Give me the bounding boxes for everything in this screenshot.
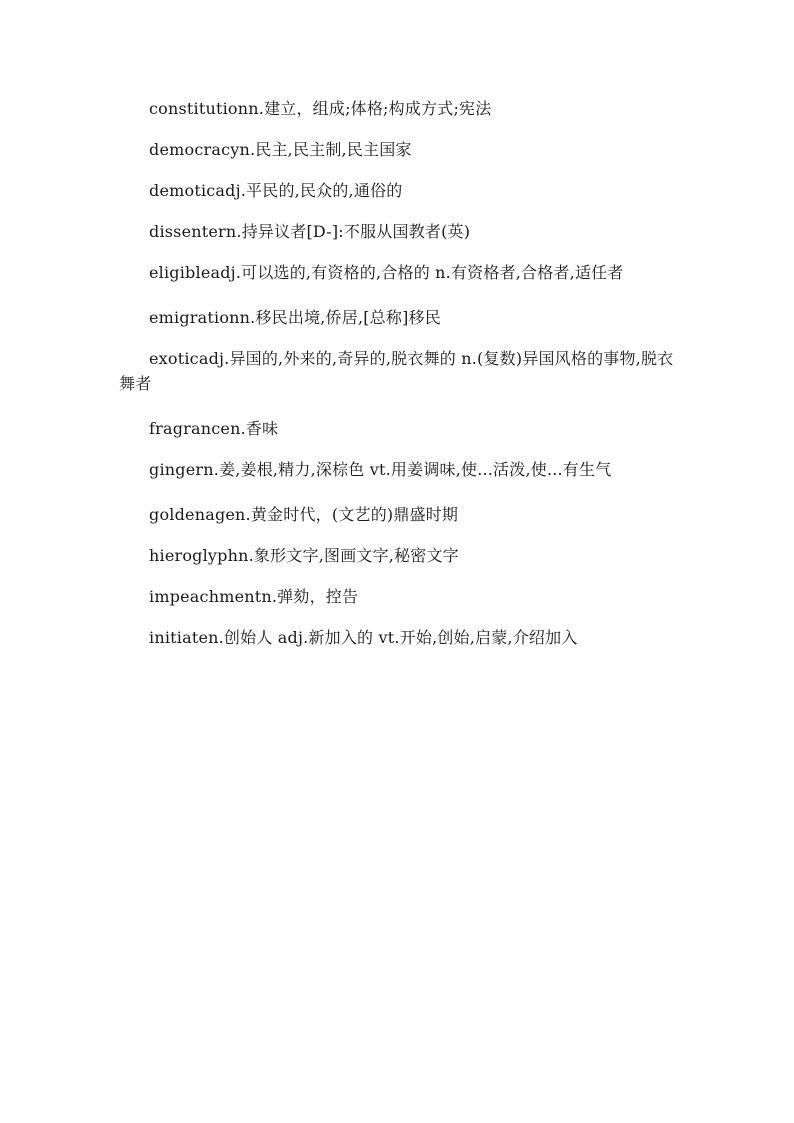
vocab-entry-dissenter: dissentern.持异议者[D-]:不服从国教者(英) [149, 222, 471, 241]
vocab-entry-eligible: eligibleadj.可以选的,有资格的,合格的 n.有资格者,合格者,适任者 [149, 263, 624, 282]
vocab-entry-constitution: constitutionn.建立，组成;体格;构成方式;宪法 [149, 99, 492, 118]
vocab-entry-emigration: emigrationn.移民出境,侨居,[总称]移民 [149, 308, 441, 327]
vocab-entry-demotic: demoticadj.平民的,民众的,通俗的 [149, 181, 403, 200]
vocab-entry-initiate: initiaten.创始人 adj.新加入的 vt.开始,创始,启蒙,介绍加入 [149, 628, 578, 647]
vocab-entry-democracy: democracyn.民主,民主制,民主国家 [149, 140, 412, 159]
vocab-entry-golden-age: goldenagen.黄金时代，(文艺的)鼎盛时期 [149, 505, 459, 524]
vocab-entry-fragrance: fragrancen.香味 [149, 419, 279, 438]
vocab-entry-exotic: exoticadj.异国的,外来的,奇异的,脱衣舞的 n.(复数)异国风格的事物,脱衣舞者 [119, 349, 674, 393]
vocab-entry-ginger: gingern.姜,姜根,精力,深棕色 vt.用姜调味,使...活泼,使...有生气 [149, 460, 612, 479]
vocab-entry-impeachment: impeachmentn.弹劾，控告 [149, 587, 359, 606]
vocabulary-list [119, 96, 674, 666]
vocab-entry-hieroglyph: hieroglyphn.象形文字,图画文字,秘密文字 [149, 546, 459, 565]
